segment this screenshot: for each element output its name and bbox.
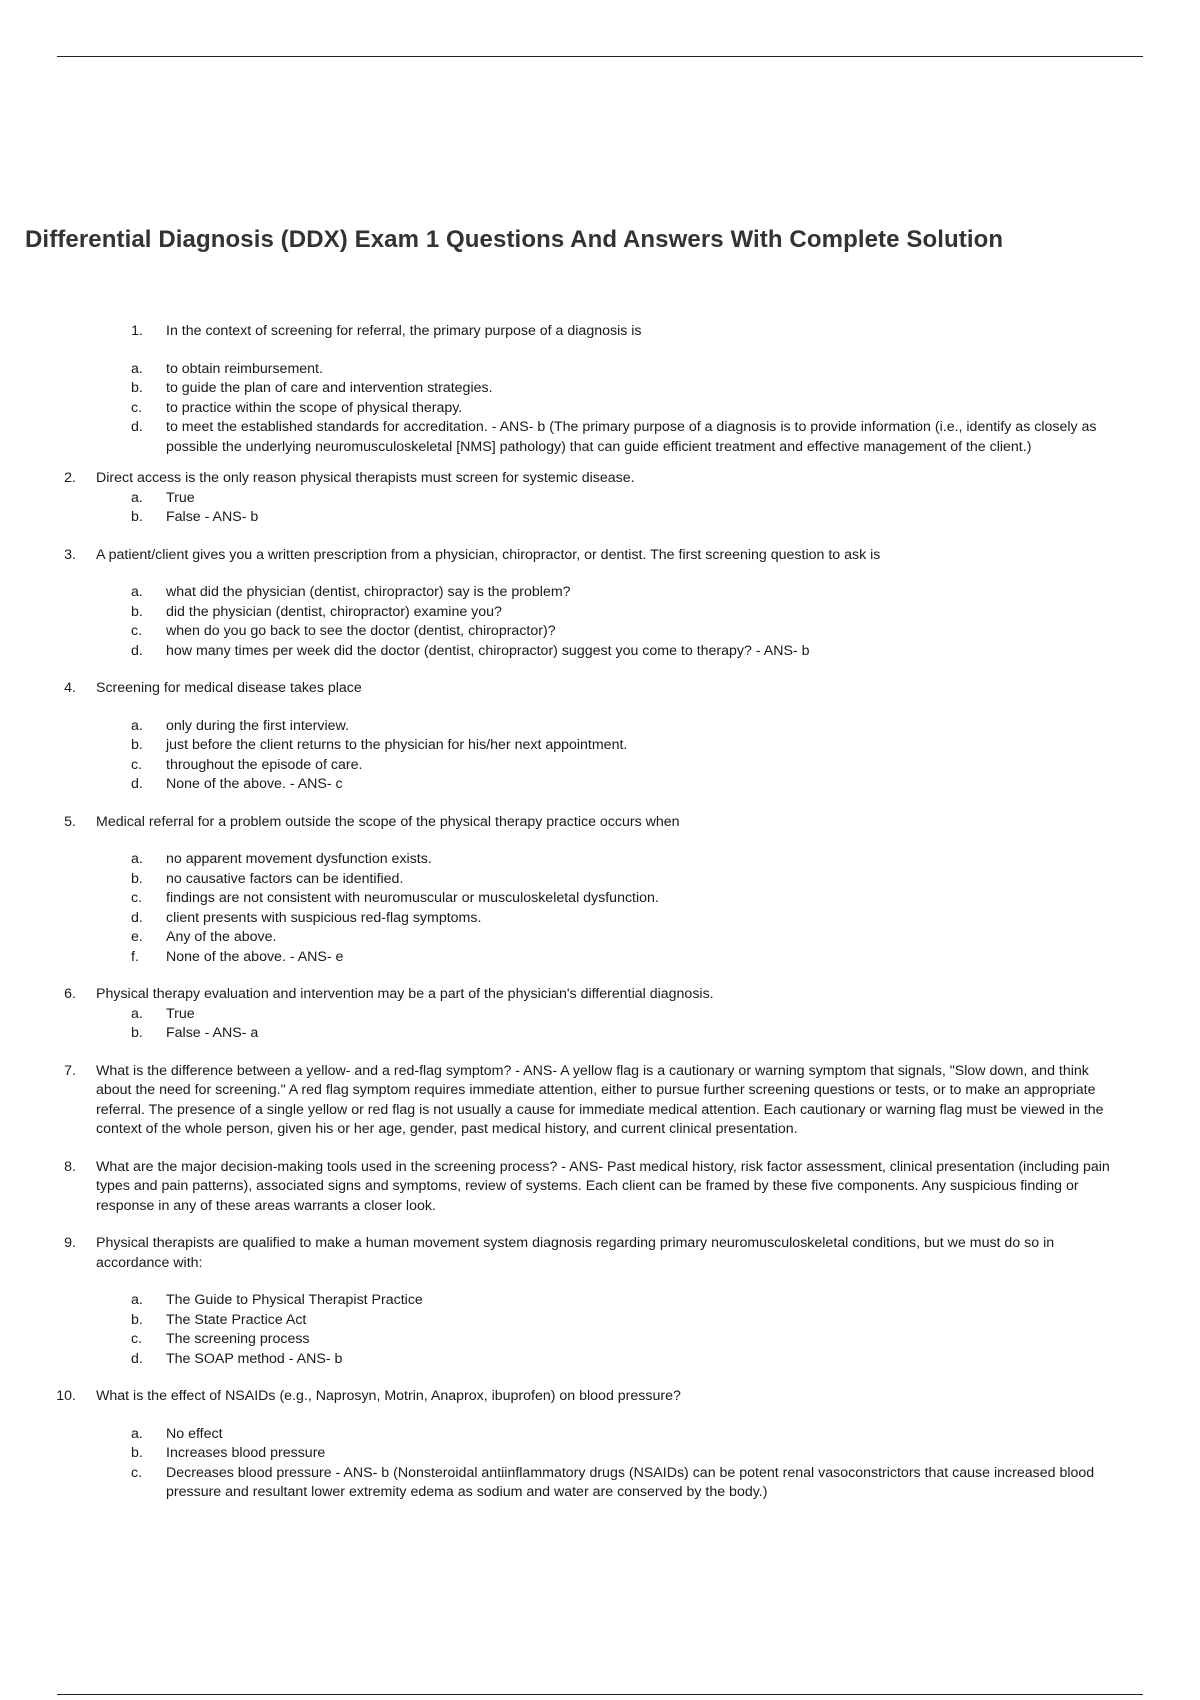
- answer-option: [0, 909, 1200, 929]
- option-text: to meet the established standards for accreditation. - ANS- b (The primary purpose of a diagnosis is to provide information (i.e., identify as closely as possible the underlying neuromusculoskeletal [NMS] pathology) that can guide efficient treatment and effective management of the client.): [166, 419, 1097, 455]
- answer-option: [0, 1350, 1200, 1370]
- option-letter: a.: [131, 360, 143, 377]
- question-text: Screening for medical disease takes place: [96, 680, 362, 696]
- option-letter: c.: [131, 399, 143, 416]
- question-item: [0, 813, 1200, 968]
- option-letter: d.: [131, 419, 143, 435]
- answer-options: [0, 1005, 1200, 1044]
- option-text: to practice within the scope of physical therapy.: [166, 399, 463, 416]
- question-number: 3.: [64, 546, 76, 563]
- answer-option: [0, 489, 1200, 509]
- option-text: findings are not consistent with neuromuscular or musculoskeletal dysfunction.: [166, 890, 659, 906]
- answer-option: [0, 642, 1200, 662]
- answer-option: [0, 1464, 1200, 1503]
- answer-option: [0, 1005, 1200, 1025]
- option-text: None of the above. - ANS- c: [166, 776, 343, 792]
- question-number: 4.: [64, 680, 76, 696]
- option-text: did the physician (dentist, chiropractor) examine you?: [166, 603, 502, 620]
- answer-options: [0, 583, 1200, 661]
- answer-option: [0, 508, 1200, 528]
- top-rule: [57, 56, 1143, 57]
- option-text: how many times per week did the doctor (dentist, chiropractor) suggest you come to therapy? - ANS- b: [166, 642, 810, 659]
- answer-option: [0, 418, 1200, 457]
- option-letter: b.: [131, 1025, 143, 1041]
- question-item: [0, 679, 1200, 795]
- option-text: when do you go back to see the doctor (dentist, chiropractor)?: [166, 623, 556, 639]
- option-text: Decreases blood pressure - ANS- b (Nonsteroidal antiinflammatory drugs (NSAIDs) can be potent renal vasoconstrictors that cause increased blood pressure and resultant lower extremity edema as sodium and water are conserved by the body.): [166, 1464, 1095, 1500]
- option-text: The SOAP method - ANS- b: [166, 1350, 343, 1367]
- answer-option: [0, 889, 1200, 909]
- option-letter: d.: [131, 776, 143, 792]
- option-text: what did the physician (dentist, chiropractor) say is the problem?: [166, 584, 571, 600]
- question-number: 5.: [64, 813, 76, 830]
- option-text: The Guide to Physical Therapist Practice: [166, 1292, 423, 1308]
- question-number: 8.: [64, 1158, 76, 1175]
- question-number: 10.: [56, 1388, 76, 1404]
- question-text: Medical referral for a problem outside the scope of the physical therapy practice occurs when: [96, 813, 680, 830]
- option-text: Increases blood pressure: [166, 1445, 326, 1461]
- option-text: just before the client returns to the physician for his/her next appointment.: [166, 737, 628, 753]
- answer-options: [0, 717, 1200, 795]
- answer-option: [0, 583, 1200, 603]
- bottom-rule: [57, 1694, 1143, 1695]
- option-letter: d.: [131, 642, 143, 659]
- option-letter: e.: [131, 929, 143, 945]
- option-text: no causative factors can be identified.: [166, 870, 404, 887]
- option-letter: a.: [131, 489, 143, 506]
- option-letter: d.: [131, 1350, 143, 1367]
- answer-option: [0, 948, 1200, 968]
- answer-option: [0, 360, 1200, 380]
- question-item: [0, 546, 1200, 662]
- answer-option: [0, 717, 1200, 737]
- option-letter: a.: [131, 1425, 143, 1442]
- question-text: A patient/client gives you a written prescription from a physician, chiropractor, or dentist. The first screening question to ask is: [96, 546, 881, 563]
- option-text: The screening process: [166, 1331, 310, 1347]
- option-letter: c.: [131, 1464, 143, 1481]
- question-text: Physical therapists are qualified to make a human movement system diagnosis regarding primary neuromusculoskeletal conditions, but we must do so in accordance with:: [96, 1235, 1055, 1271]
- answer-option: [0, 603, 1200, 623]
- answer-option: [0, 1024, 1200, 1044]
- option-text: throughout the episode of care.: [166, 756, 363, 773]
- question-text: What is the difference between a yellow- and a red-flag symptom? - ANS- A yellow flag is a cautionary or warning symptom that signals, "Slow down, and think about the need for screening." A red flag symptom requires immediate attention, either to pursue further screening questions or tests, or to make an appropriate referral. The presence of a single yellow or red flag is not usually a cause for immediate medical attention. Each cautionary or warning flag must be viewed in the context of the whole person, given his or her age, gender, past medical history, and current clinical presentation.: [96, 1062, 1104, 1137]
- question-number: 7.: [64, 1062, 76, 1079]
- option-text: client presents with suspicious red-flag symptoms.: [166, 909, 482, 926]
- answer-option: [0, 775, 1200, 795]
- answer-option: [0, 756, 1200, 776]
- answer-option: [0, 1311, 1200, 1331]
- answer-option: [0, 622, 1200, 642]
- answer-option: [0, 1444, 1200, 1464]
- question-text: What is the effect of NSAIDs (e.g., Naprosyn, Motrin, Anaprox, ibuprofen) on blood pressure?: [96, 1388, 681, 1404]
- question-text: What are the major decision-making tools used in the screening process? - ANS- Past medical history, risk factor assessment, clinical presentation (including pain types and pain patterns), associated signs and symptoms, review of systems. Each client can be framed by these five components. Any suspicious finding or response in any of these areas warrants a closer look.: [96, 1158, 1110, 1214]
- answer-option: [0, 379, 1200, 399]
- document-title: Differential Diagnosis (DDX) Exam 1 Questions And Answers With Complete Solution: [25, 226, 1004, 253]
- question-item: [0, 1062, 1200, 1140]
- question-list: [0, 322, 1200, 1521]
- option-text: No effect: [166, 1425, 223, 1442]
- question-item: [0, 985, 1200, 1044]
- question-number: 6.: [64, 986, 76, 1002]
- answer-option: [0, 850, 1200, 870]
- option-letter: b.: [131, 603, 143, 620]
- answer-options: [0, 1291, 1200, 1369]
- option-letter: c.: [131, 1331, 143, 1347]
- question-text: Direct access is the only reason physical therapists must screen for systemic disease.: [96, 470, 635, 486]
- option-letter: c.: [131, 623, 143, 639]
- option-letter: a.: [131, 584, 143, 600]
- option-text: no apparent movement dysfunction exists.: [166, 851, 432, 867]
- question-number: 9.: [64, 1235, 76, 1251]
- option-letter: a.: [131, 851, 143, 867]
- question-item: [0, 322, 1200, 457]
- option-text: Any of the above.: [166, 929, 277, 945]
- answer-options: [0, 360, 1200, 458]
- option-letter: a.: [131, 717, 143, 734]
- option-letter: f.: [131, 948, 139, 965]
- option-letter: c.: [131, 756, 143, 773]
- option-letter: b.: [131, 870, 143, 887]
- option-letter: a.: [131, 1292, 143, 1308]
- option-letter: b.: [131, 380, 143, 396]
- question-number: 2.: [64, 470, 76, 486]
- question-item: [0, 1234, 1200, 1369]
- option-letter: b.: [131, 509, 143, 525]
- answer-option: [0, 928, 1200, 948]
- question-number: 1.: [131, 323, 143, 339]
- question-text: Physical therapy evaluation and intervention may be a part of the physician's differential diagnosis.: [96, 986, 714, 1002]
- answer-option: [0, 1330, 1200, 1350]
- question-item: [0, 1158, 1200, 1217]
- answer-option: [0, 870, 1200, 890]
- answer-option: [0, 1425, 1200, 1445]
- option-letter: d.: [131, 909, 143, 926]
- option-text: to obtain reimbursement.: [166, 360, 323, 377]
- question-text: In the context of screening for referral, the primary purpose of a diagnosis is: [166, 323, 642, 339]
- option-text: None of the above. - ANS- e: [166, 948, 344, 965]
- option-letter: a.: [131, 1005, 143, 1022]
- option-letter: c.: [131, 890, 143, 906]
- answer-option: [0, 736, 1200, 756]
- question-item: [0, 469, 1200, 528]
- answer-options: [0, 850, 1200, 967]
- option-text: True: [166, 489, 195, 506]
- option-text: only during the first interview.: [166, 717, 349, 734]
- question-item: [0, 1387, 1200, 1503]
- answer-option: [0, 399, 1200, 419]
- option-letter: b.: [131, 1445, 143, 1461]
- option-letter: b.: [131, 1311, 143, 1328]
- option-text: to guide the plan of care and intervention strategies.: [166, 380, 493, 396]
- option-text: False - ANS- b: [166, 509, 259, 525]
- option-letter: b.: [131, 737, 143, 753]
- answer-options: [0, 1425, 1200, 1503]
- option-text: The State Practice Act: [166, 1311, 307, 1328]
- option-text: False - ANS- a: [166, 1025, 259, 1041]
- option-text: True: [166, 1005, 195, 1022]
- answer-options: [0, 489, 1200, 528]
- answer-option: [0, 1291, 1200, 1311]
